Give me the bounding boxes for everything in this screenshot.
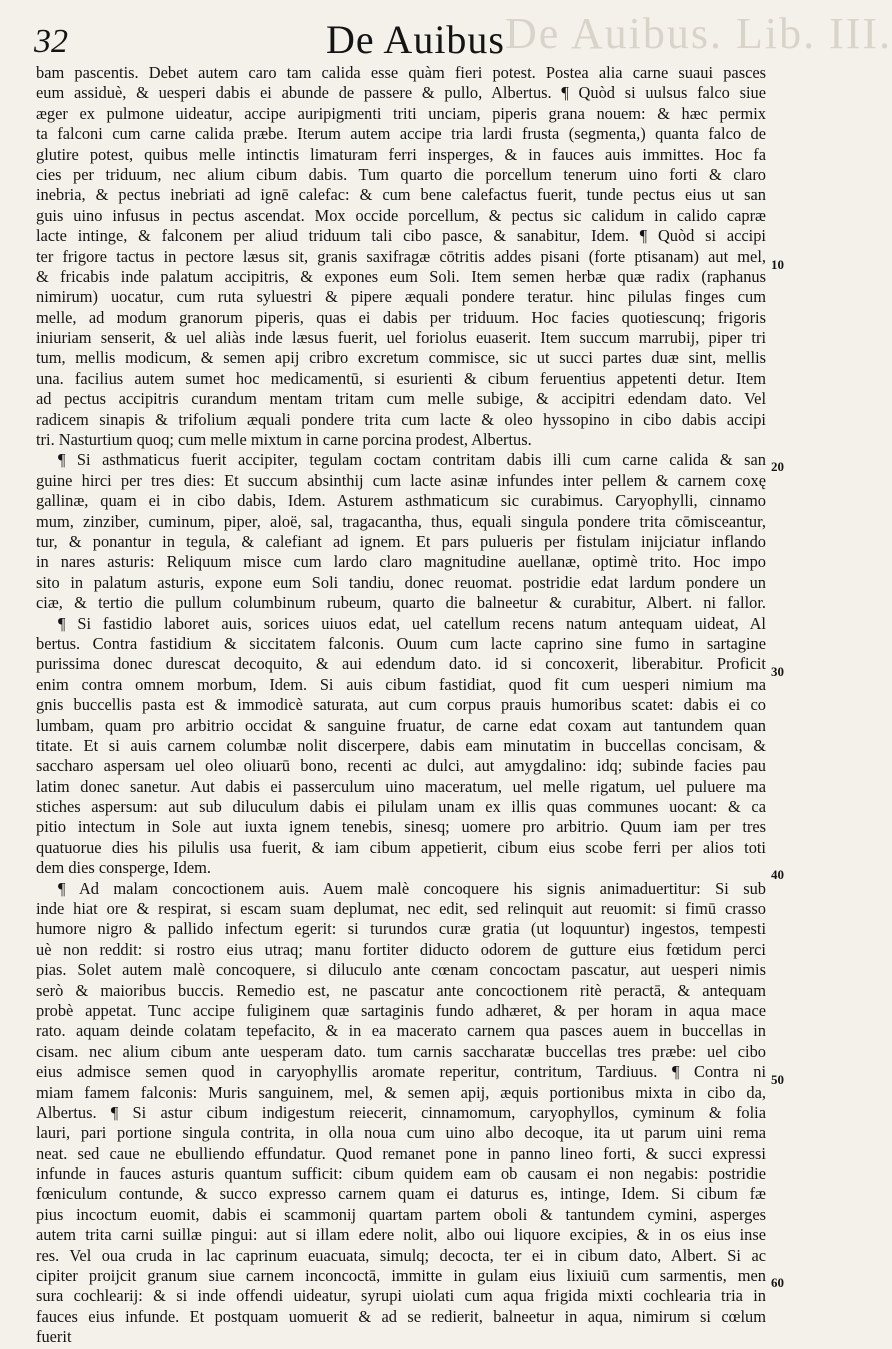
text-line: eius admisce semen quod in caryophyllis aromate reperitur, contritum, Tardiuus. ¶ Contra ni — [36, 1062, 766, 1082]
text-line: saccharo aspersam uel oleo oliuarū bono, recenti ac dulci, aut amygdalino: idq; subinde facies pau — [36, 756, 766, 776]
text-line: nimirum) uocatur, cum ruta syluestri & pipere æquali pondere teratur. hinc pilulas finges cum — [36, 287, 766, 307]
text-line: mum, zinziber, cuminum, piper, aloë, sal, tragacantha, thus, equali singula pondere trita cōmisceantur, — [36, 511, 766, 531]
text-line: serò & maioribus buccis. Remedio est, ne pascatur ante concoctionem ritè peractā, & antequam — [36, 980, 766, 1000]
text-line: æger ex pulmone uideatur, accipe auripigmenti triti unciam, piperis grana nouem: & hæc permix — [36, 103, 766, 123]
text-line: ter frigore tactus in pectore læsus sit, granis saxifragæ cōtritis addes pisani (forte ptisanam) aut mel, — [36, 246, 766, 266]
text-line: rato. aquam deinde colatam tepefacito, & in ea macerato carnem qua pasces auem in buccellas in — [36, 1021, 766, 1041]
margin-line-number: 30 — [771, 664, 784, 679]
text-line: cipiter proijcit granum siue carnem inconcoctā, immitte in gulam eius lixiuiū cum sarmentis, men — [36, 1266, 766, 1286]
text-line: sito in palatum asturis, expone eum Soli tandiu, donec reuomat. postridie edat lardum pondere un — [36, 572, 766, 592]
margin-line-number: 60 — [771, 1275, 784, 1290]
text-line: inde hiat ore & respirat, si escam suam deplumat, nec edit, sed relinquit aut reuomit: si fimū crasso — [36, 899, 766, 919]
text-line: humore nigro & pallido infectum egerit: si turundos curæ gratia (ut loquuntur) ingestos, tempesti — [36, 919, 766, 939]
text-line: ¶ Si asthmaticus fuerit accipiter, tegulam coctam contritam dabis illi cum carne calida & san — [58, 450, 766, 470]
text-line: ¶ Ad malam concoctionem auis. Auem malè concoquere his signis animaduertitur: Si sub — [58, 878, 766, 898]
text-line: tum, mellis modicum, & semen apij cribro excretum commisce, sic ut succi partes duæ sint, mellis — [36, 348, 766, 368]
text-line: glutire potest, quibus melle intinctis limaturam ferri insperges, & in fauces auis immittes. Hoc fa — [36, 144, 766, 164]
text-line: tur, & ponantur in tegula, & calefiant ad ignem. Et pars pulueris per fistulam inijciatur inflando — [36, 531, 766, 551]
text-line: ad pectus accipitris curandum mentam tritam cum melle subige, & accipitri edendam dato. Vel — [36, 389, 766, 409]
text-line: lumbam, quam pro arbitrio occidat & sanguine fruatur, de carne edat coxam aut tantundem quan — [36, 715, 766, 735]
text-line: dem dies consperge, Idem. — [36, 858, 211, 878]
text-line: sura cochlearij: & si inde offendi uideatur, syrupi uiolati cum aqua frigida mixti cochlearia tria in — [36, 1286, 766, 1306]
margin-line-number: 10 — [771, 257, 784, 272]
text-line: miam famem falconis: Muris sanguinem, mel, & semen apij, æquis portionibus mixta in cibo da, — [36, 1082, 766, 1102]
text-line: gallinæ, quam ei in cibo dabis, Idem. Asturem asthmaticum sic curabimus. Caryophylli, cinnamo — [36, 491, 766, 511]
margin-line-number: 50 — [771, 1072, 784, 1087]
running-head: De Auibus — [326, 17, 505, 62]
text-line: pias. Solet autem malè concoquere, si diluculo ante cœnam concoctam pascatur, aut uesperi nimis — [36, 960, 766, 980]
text-line: ¶ Si fastidio laboret auis, sorices uiuos edat, uel catellum recens natum antequam uideat, Al — [58, 613, 766, 633]
text-line: & fricabis inde palatum accipitris, & expones eum Soli. Item semen herbæ quæ radix (raphanus — [36, 266, 766, 286]
text-line: pius incoctum euomit, dabis ei scammonij quartam partem oboli & tantundem cymini, asperges — [36, 1204, 766, 1224]
page-number: 32 — [34, 23, 68, 60]
text-line: latim donec sanetur. Aut dabis ei passerculum uino maceratum, uel melle rigatum, uel puluere ma — [36, 776, 766, 796]
text-line: stiches aspersum: aut sub diluculum dabis ei pilulam unam ex illis quas communes uocant: & ca — [36, 797, 766, 817]
text-line: cisam. nec alium cibum ante uesperam dato. tum carnis saccharatæ buccellas tres præbe: uel cibo — [36, 1041, 766, 1061]
text-line: iniuriam senserit, & uel aliàs inde læsus fuerit, uel foriolus euaserit. Item succum marrubij, piper tri — [36, 328, 766, 348]
text-line: in nares asturis: Reliquum misce cum lardo claro magnitudine auellanæ, optimè trito. Hoc impo — [36, 552, 766, 572]
text-line: uè non reddit: si rostro eius utraq; manu fortiter diducto odorem de gutture eius fœtidum perci — [36, 939, 766, 959]
text-line: enim contra omnem morbum, Idem. Si auis cibum fastidiat, quod fit cum uesperi nimium ma — [36, 674, 766, 694]
body-text — [36, 63, 766, 1348]
text-line: inebria, & pectus inebriati ad ignē calefac: & cum bene calefactus fuerit, tunde pectus eius ut san — [36, 185, 766, 205]
text-line: lacte intinge, & falconem per aliud triduum tali cibo pasce, & sanabitur, Idem. ¶ Quòd si accipi — [36, 226, 766, 246]
text-line: fauces eius infunde. Et postquam uomuerit & ad se redierit, balneetur in aqua, nimirum si cœlum — [36, 1306, 766, 1326]
text-line: purissima donec durescat decoquito, & aui edendum dato. id si concoxerit, liberabitur. Proficit — [36, 654, 766, 674]
text-line: bertus. Contra fastidium & siccitatem falconis. Ouum cum lacte caprino sine fumo in sartagine — [36, 633, 766, 653]
text-line: autem trita carni suillæ pingui: aut si illam edere nolit, albo oui liquore excipies, & in os eius inse — [36, 1225, 766, 1245]
text-line: melle, ad modum granorum piperis, quas ei dabis per triduum. Hoc facies quotiescunq; frigoris — [36, 307, 766, 327]
bleed-through-text: De Auibus. Lib. III. — [505, 9, 892, 58]
margin-line-number: 40 — [771, 867, 784, 882]
text-line: ciæ, & tertio die pullum columbinum rubeum, quarto die balneetur & curabitur, Albert. ni fallor. — [36, 593, 766, 613]
text-line: bam pascentis. Debet autem caro tam calida esse quàm fieri potest. Postea alia carne suaui pasces — [36, 63, 766, 82]
text-line: guis uino infusus in pectus ascendat. Mox occide porcellum, & pectus sic calidum in calido capræ — [36, 205, 766, 225]
text-line: pitio intectum in Sole aut iuxta ignem tenebis, sinesq; uomere pro arbitrio. Quum iam per tres — [36, 817, 766, 837]
text-line: fœniculum contunde, & succo expresso carnem quam ei daturus es, intinge, Idem. Si cibum fæ — [36, 1184, 766, 1204]
text-line: titate. Et si auis carnem columbæ nolit discerpere, dabis eam minutatim in buccellas concisam, & — [36, 735, 766, 755]
text-line: radicem sinapis & trifolium æquali pondere trita cum lacte & oleo hyssopino in cibo dabis accipi — [36, 409, 766, 429]
text-line: guine hirci per tres dies: Et succum absinthij cum lacte asinæ infundes inter pellem & carnem coxę — [36, 470, 766, 490]
text-line: res. Vel oua cruda in lac caprinum euacuata, simulq; decocta, ter ei in cibum dato, Albert. Si ac — [36, 1245, 766, 1265]
margin-line-number: 20 — [771, 459, 784, 474]
text-line: ta falconi cum carne calida præbe. Iterum autem accipe tria lardi frusta (segmenta,) quanta falco de — [36, 124, 766, 144]
text-line: eum assiduè, & uesperi dabis ei abunde de passere & pullo, Albertus. ¶ Quòd si uulsus falco siue — [36, 83, 766, 103]
text-line: probè appetat. Tunc accipe fuliginem quæ sartaginis fundo adhæret, & per horam in aqua mace — [36, 1000, 766, 1020]
text-line: Albertus. ¶ Si astur cibum indigestum reiecerit, cinnamomum, caryophyllos, cyminum & folia — [36, 1102, 766, 1122]
text-line: tri. Nasturtium quoq; cum melle mixtum in carne porcina prodest, Albertus. — [36, 430, 532, 450]
text-line: lauri, pari portione singula contrita, in olla noua cum uino albo decoque, ita ut parum uini rema — [36, 1123, 766, 1143]
text-line: una. facilius autem sumet hoc medicamentū, si esurienti & cibum feruentius appetenti detur. Item — [36, 368, 766, 388]
text-line: neat. sed caue ne ebulliendo effundatur. Quod remanet pone in panno lineo forti, & succi expressi — [36, 1143, 766, 1163]
text-line: cies per triduum, nec alium cibum dabis. Tum quarto die porcellum tenerum uino forti & claro — [36, 164, 766, 184]
text-line: fuerit — [36, 1327, 72, 1347]
text-line: quatuorue dies his pilulis usa fuerit, & iam cibum appetierit, cibum eius scobe ferri per alios toti — [36, 837, 766, 857]
text-line: gnis buccellis pasta est & immodicè saturata, aut cum corpus prauis humoribus scatet: dabis ei co — [36, 695, 766, 715]
text-line: infunde in fauces asturis quantum sufficit: cibum quidem eam ob causam ei non negabis: postridie — [36, 1164, 766, 1184]
